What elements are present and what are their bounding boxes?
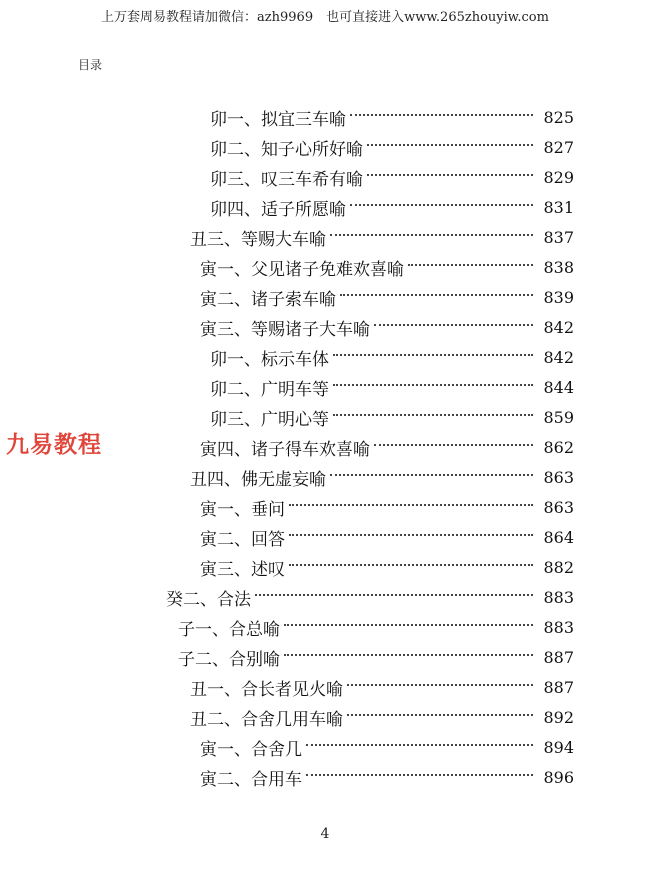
toc-entry-title: 丑一、合长者见火喻 (190, 679, 343, 700)
toc-entry (178, 612, 574, 642)
toc-entry-page: 894 (543, 737, 574, 757)
toc-entry (210, 162, 574, 192)
toc-entry-title: 寅四、诸子得车欢喜喻 (200, 439, 370, 460)
dot-leader (347, 684, 533, 686)
toc-entry-title: 丑二、合舍几用车喻 (190, 709, 343, 730)
dot-leader (374, 324, 533, 326)
toc-entry-page: 842 (543, 317, 574, 337)
toc-entry (190, 222, 574, 252)
toc-entry-title: 子一、合总喻 (178, 619, 280, 640)
dot-leader (289, 504, 533, 506)
toc-entry (210, 372, 574, 402)
dot-leader (408, 264, 533, 266)
toc-entry-page: 829 (543, 167, 574, 187)
toc-entry (178, 642, 574, 672)
page-number: 4 (320, 826, 330, 842)
toc-entry-page: 864 (543, 527, 574, 547)
toc-entry-title: 寅二、诸子索车喻 (200, 289, 336, 310)
toc-entry-title: 寅一、垂问 (200, 499, 285, 520)
toc-entry (200, 552, 574, 582)
toc-entry (200, 522, 574, 552)
toc-entry-page: 859 (543, 407, 574, 427)
toc-entry-page: 825 (543, 107, 574, 127)
dot-leader (284, 654, 533, 656)
toc-entry (200, 282, 574, 312)
toc-entry-page: 896 (543, 767, 574, 787)
toc-entry (190, 672, 574, 702)
toc-entry-title: 寅一、合舍几 (200, 739, 302, 760)
dot-leader (330, 234, 533, 236)
toc-entry-title: 寅三、等赐诸子大车喻 (200, 319, 370, 340)
dot-leader (367, 174, 533, 176)
dot-leader (333, 384, 533, 386)
dot-leader (289, 564, 533, 566)
toc-entry-page: 838 (543, 257, 574, 277)
toc-entry-title: 丑四、佛无虚妄喻 (190, 469, 326, 490)
toc-entry (210, 402, 574, 432)
dot-leader (374, 444, 533, 446)
toc-entry-title: 寅二、合用车 (200, 769, 302, 790)
dot-leader (350, 204, 533, 206)
section-label: 目录 (78, 58, 103, 72)
toc-entry-page: 839 (543, 287, 574, 307)
toc-entry (200, 252, 574, 282)
dot-leader (306, 774, 533, 776)
toc-entry-title: 癸二、合法 (166, 589, 251, 610)
toc-entry-title: 卯二、知子心所好喻 (210, 139, 363, 160)
toc-entry-page: 863 (543, 467, 574, 487)
toc-entry-page: 831 (543, 197, 574, 217)
toc-entry (200, 312, 574, 342)
watermark-logo: 九易教程 (6, 432, 102, 458)
toc-entry-page: 862 (543, 437, 574, 457)
dot-leader (347, 714, 533, 716)
toc-entry (200, 492, 574, 522)
dot-leader (284, 624, 533, 626)
toc-entry (200, 732, 574, 762)
dot-leader (333, 354, 533, 356)
toc-entry-page: 883 (543, 617, 574, 637)
toc-entry-page: 827 (543, 137, 574, 157)
dot-leader (340, 294, 533, 296)
toc-entry-title: 卯四、适子所愿喻 (210, 199, 346, 220)
toc-entry-title: 寅三、述叹 (200, 559, 285, 580)
dot-leader (367, 144, 533, 146)
dot-leader (350, 114, 533, 116)
toc-entry (210, 132, 574, 162)
dot-leader (333, 414, 533, 416)
toc-entry-title: 丑三、等赐大车喻 (190, 229, 326, 250)
dot-leader (330, 474, 533, 476)
toc-entry-page: 887 (543, 647, 574, 667)
toc-entry-page: 883 (543, 587, 574, 607)
toc-entry-title: 卯一、拟宜三车喻 (210, 109, 346, 130)
toc-entry-page: 887 (543, 677, 574, 697)
toc-entry-title: 卯二、广明车等 (210, 379, 329, 400)
dot-leader (306, 744, 533, 746)
toc-entry-page: 882 (543, 557, 574, 577)
toc-entry (200, 432, 574, 462)
dot-leader (255, 594, 533, 596)
toc-entry-title: 卯三、广明心等 (210, 409, 329, 430)
header-banner: 上万套周易教程请加微信：azh9969 也可直接进入www.265zhouyiw.com (101, 10, 549, 25)
toc-entry-title: 卯一、标示车体 (210, 349, 329, 370)
toc-entry-page: 892 (543, 707, 574, 727)
toc-entry (210, 102, 574, 132)
toc-entry (190, 702, 574, 732)
toc-entry (190, 462, 574, 492)
toc-entry-page: 842 (543, 347, 574, 367)
toc-entry (200, 762, 574, 792)
toc-entry-title: 寅一、父见诸子免难欢喜喻 (200, 259, 404, 280)
toc-entry-title: 寅二、回答 (200, 529, 285, 550)
toc-entry-page: 863 (543, 497, 574, 517)
toc-entry-title: 子二、合别喻 (178, 649, 280, 670)
toc-entry (210, 192, 574, 222)
toc-entry-title: 卯三、叹三车希有喻 (210, 169, 363, 190)
dot-leader (289, 534, 533, 536)
toc-entry-page: 844 (543, 377, 574, 397)
toc-entry (210, 342, 574, 372)
toc-entry (166, 582, 574, 612)
toc-entry-page: 837 (543, 227, 574, 247)
